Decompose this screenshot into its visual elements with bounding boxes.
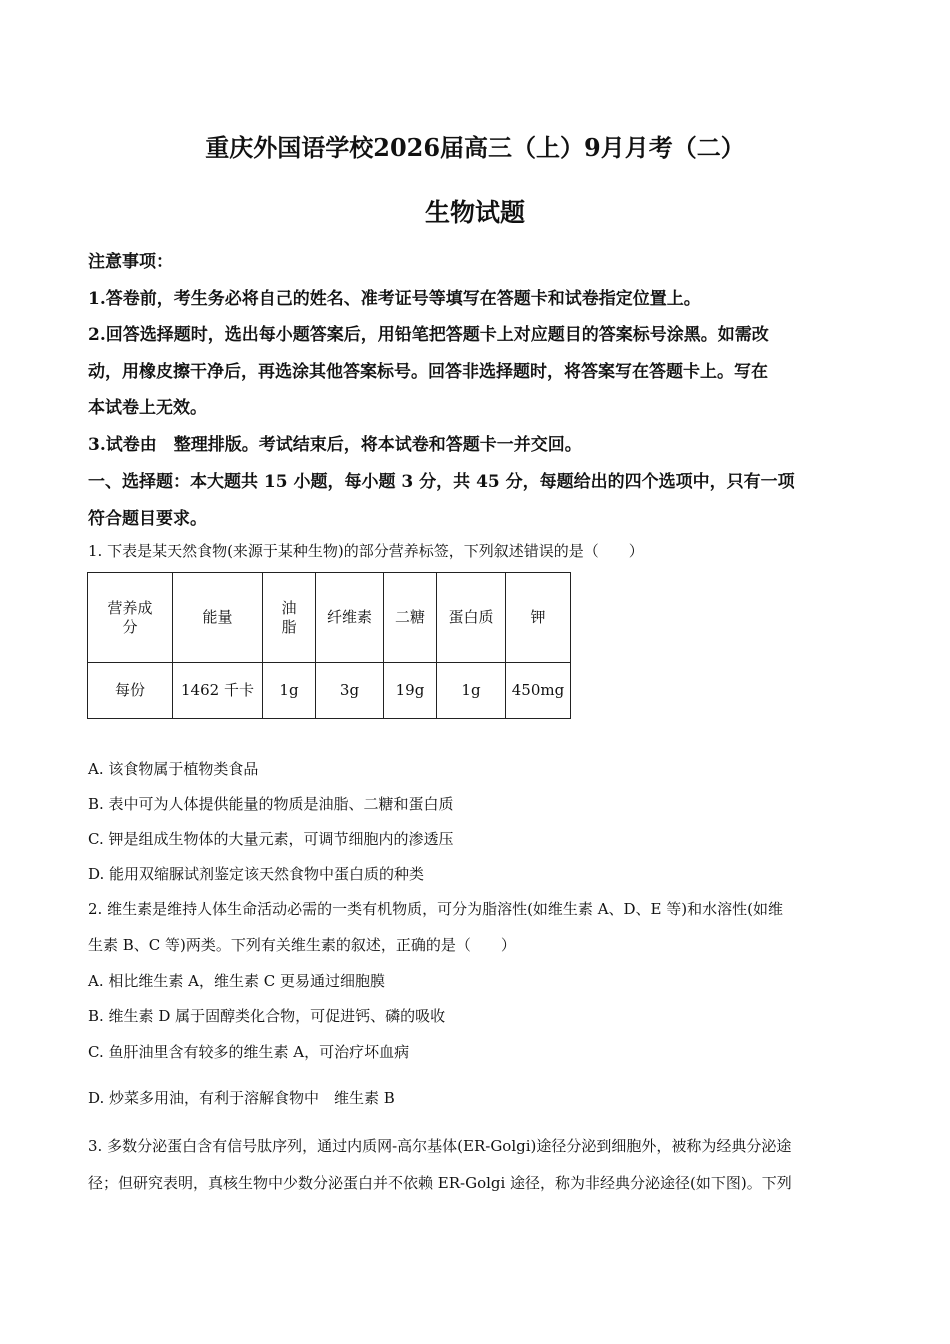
table-header-cell: 二糖 xyxy=(384,573,437,663)
question-2-option-a: A. 相比维生素 A，维生素 C 更易通过细胞膜 xyxy=(88,972,385,990)
table-header-cell: 纤维素 xyxy=(316,573,384,663)
question-1-option-c: C. 钾是组成生物体的大量元素，可调节细胞内的渗透压 xyxy=(88,830,454,848)
question-2-option-b: B. 维生素 D 属于固醇类化合物，可促进钙、磷的吸收 xyxy=(88,1007,446,1025)
table-row xyxy=(88,663,571,719)
table-header-cell: 营养成分 xyxy=(88,573,173,663)
nutrition-table xyxy=(87,572,571,719)
table-header-cell: 油脂 xyxy=(263,573,316,663)
question-3-stem-line-2: 径；但研究表明，真核生物中少数分泌蛋白并不依赖 ER-Golgi 途径，称为非经典分泌途径(如下图)。下列 xyxy=(88,1174,792,1192)
table-header-cell: 蛋白质 xyxy=(437,573,506,663)
table-header-cell: 钾 xyxy=(506,573,571,663)
table-cell: 3g xyxy=(316,663,384,719)
notice-item-1: 1.答卷前，考生务必将自己的姓名、准考证号等填写在答题卡和试卷指定位置上。 xyxy=(88,289,701,309)
table-cell: 450mg xyxy=(506,663,571,719)
notice-item-2-line-2: 动，用橡皮擦干净后，再选涂其他答案标号。回答非选择题时，将答案写在答题卡上。写在 xyxy=(88,362,768,382)
notice-heading: 注意事项： xyxy=(88,252,173,272)
table-cell: 每份 xyxy=(88,663,173,719)
table-header-cell: 能量 xyxy=(173,573,263,663)
section-heading-line-2: 符合题目要求。 xyxy=(88,509,207,529)
table-cell: 1462 千卡 xyxy=(173,663,263,719)
table-cell: 1g xyxy=(263,663,316,719)
question-1-option-b: B. 表中可为人体提供能量的物质是油脂、二糖和蛋白质 xyxy=(88,795,454,813)
table-cell: 1g xyxy=(437,663,506,719)
table-cell: 19g xyxy=(384,663,437,719)
notice-item-2-line-1: 2.回答选择题时，选出每小题答案后，用铅笔把答题卡上对应题目的答案标号涂黑。如需改 xyxy=(88,325,769,345)
section-heading-line-1: 一、选择题：本大题共 15 小题，每小题 3 分，共 45 分，每题给出的四个选项中，只有一项 xyxy=(88,472,795,492)
question-1-option-a: A. 该食物属于植物类食品 xyxy=(88,760,259,778)
exam-title: 重庆外国语学校2026届高三（上）9月月考（二） xyxy=(205,133,745,162)
notice-item-3: 3.试卷由 整理排版。考试结束后，将本试卷和答题卡一并交回。 xyxy=(88,435,582,455)
question-1-option-d: D. 能用双缩脲试剂鉴定该天然食物中蛋白质的种类 xyxy=(88,865,425,883)
table-header-row xyxy=(88,573,571,663)
question-2-stem-line-1: 2. 维生素是维持人体生命活动必需的一类有机物质，可分为脂溶性(如维生素 A、D、E 等)和水溶性(如维 xyxy=(88,900,783,918)
exam-subtitle: 生物试题 xyxy=(424,198,525,227)
question-1-stem: 1. 下表是某天然食物(来源于某种生物)的部分营养标签，下列叙述错误的是（ ） xyxy=(88,542,644,560)
question-2-stem-line-2: 生素 B、C 等)两类。下列有关维生素的叙述，正确的是（ ） xyxy=(88,936,516,954)
question-3-stem-line-1: 3. 多数分泌蛋白含有信号肽序列，通过内质网-高尔基体(ER-Golgi)途径分泌到细胞外，被称为经典分泌途 xyxy=(88,1137,792,1155)
question-2-option-c: C. 鱼肝油里含有较多的维生素 A，可治疗坏血病 xyxy=(88,1043,410,1061)
notice-item-2-line-3: 本试卷上无效。 xyxy=(88,398,207,418)
question-2-option-d: D. 炒菜多用油，有利于溶解食物中 维生素 B xyxy=(88,1089,395,1107)
